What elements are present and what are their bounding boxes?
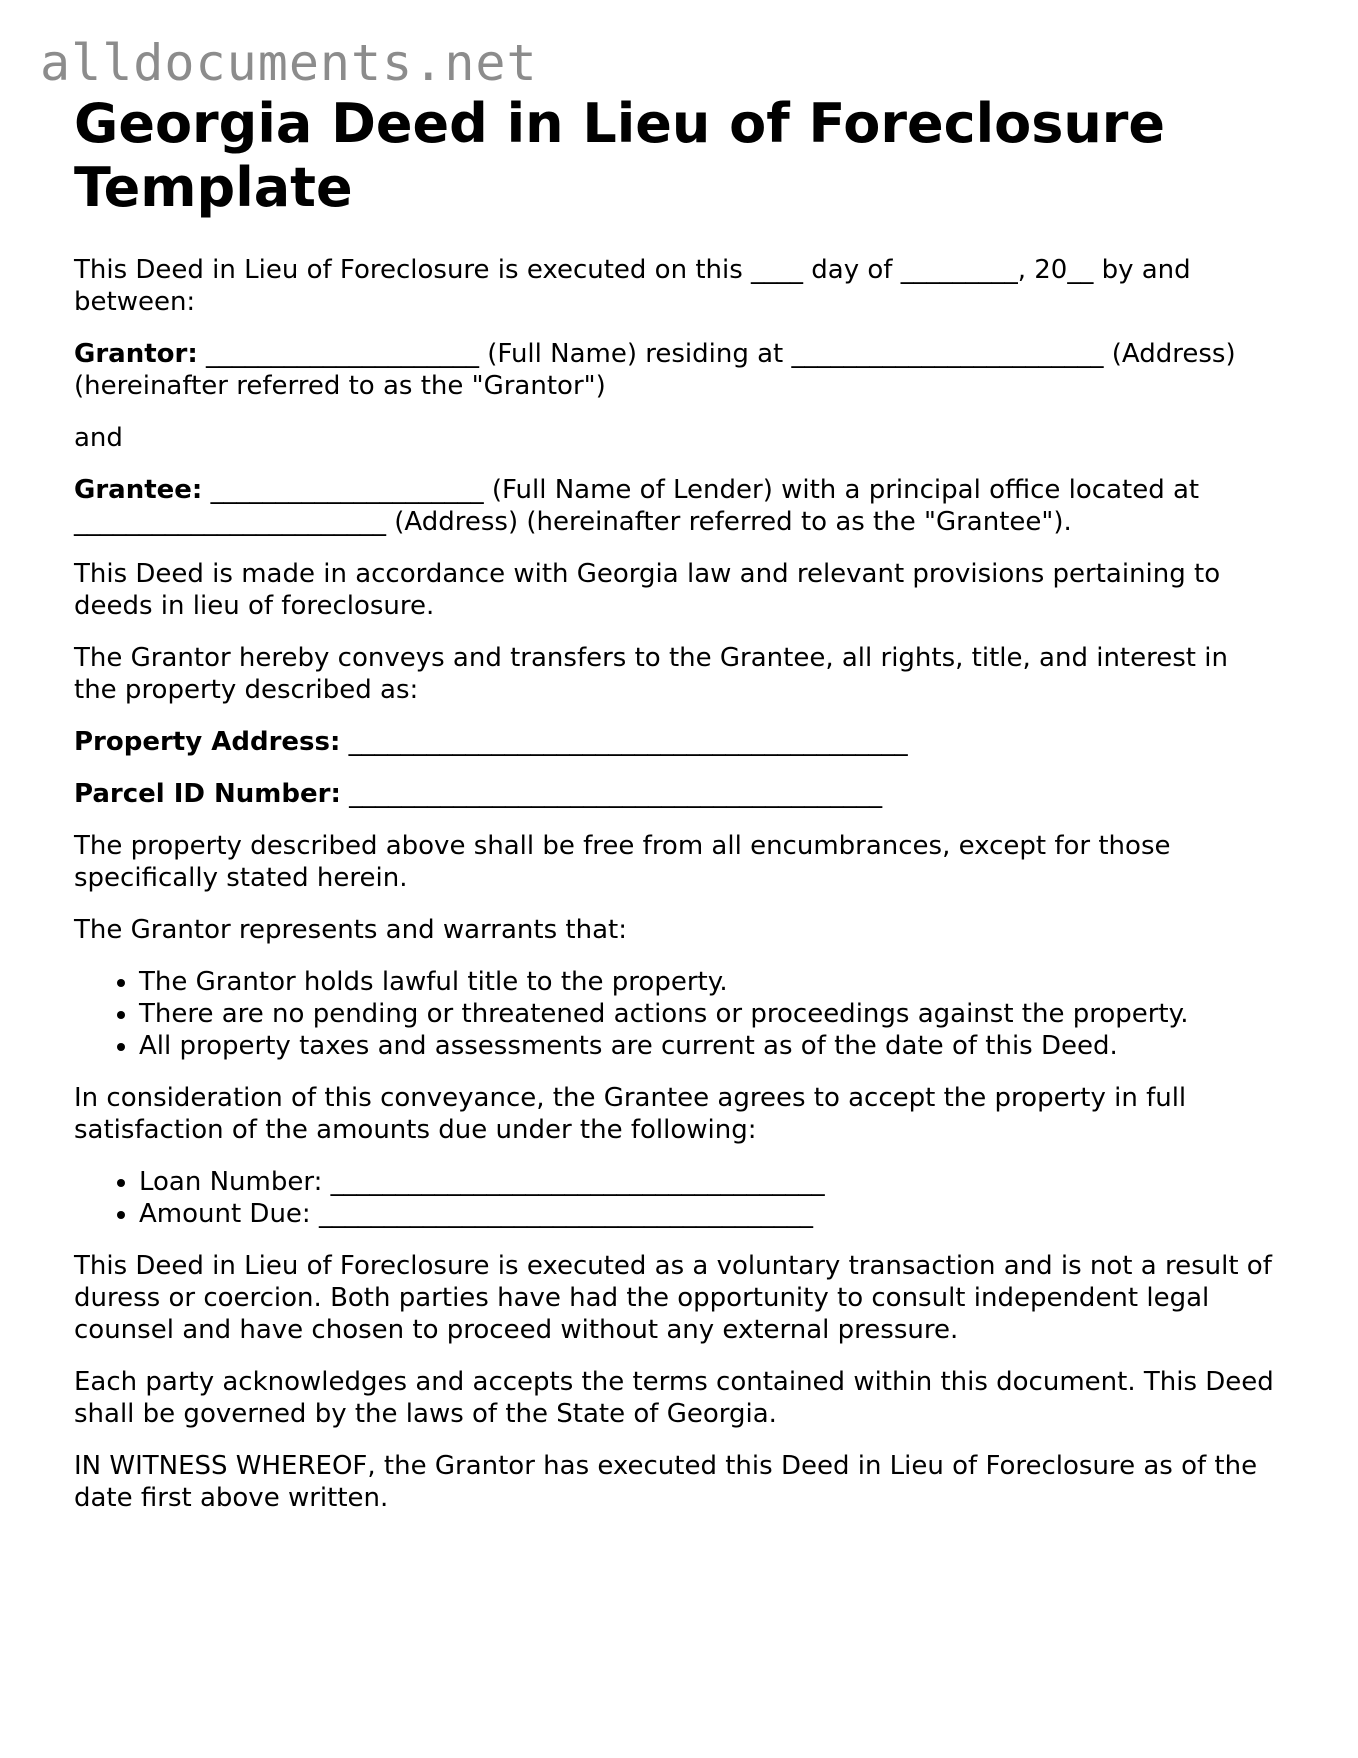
amount-due-item: • Amount Due: ______________________________________ (139, 1198, 1274, 1230)
list-item: • There are no pending or threatened actions or proceedings against the property. (139, 998, 1274, 1030)
list-item: • All property taxes and assessments are current as of the date of this Deed. (139, 1030, 1274, 1062)
grantee-paragraph (74, 474, 1274, 538)
loan-number-item: • Loan Number: ______________________________________ (139, 1166, 1274, 1198)
witness-paragraph: IN WITNESS WHEREOF, the Grantor has executed this Deed in Lieu of Foreclosure as of the date first above written. (74, 1451, 1258, 1513)
property-address-blank: ___________________________________________ (340, 727, 908, 757)
warranty-intro: The Grantor represents and warrants that: (74, 915, 627, 945)
list-item: • The Grantor holds lawful title to the property. (139, 966, 1274, 998)
and-text: and (74, 423, 123, 453)
parcel-id-label: Parcel ID Number: (74, 779, 341, 809)
property-address-line (74, 726, 1274, 758)
parcel-id-line (74, 778, 1274, 810)
parcel-id-blank: _________________________________________ (340, 779, 883, 809)
grantor-label: Grantor: (74, 339, 198, 369)
grantee-text: _____________________ (Full Name of Lender) with a principal office located at ________________________ (Address) (hereinafter referred to as the "Grantee"). (74, 475, 1200, 537)
law-statement-paragraph: This Deed is made in accordance with Georgia law and relevant provisions pertaining to deeds in lieu of foreclosure. (74, 559, 1221, 621)
grantee-label: Grantee: (74, 475, 203, 505)
acknowledge-paragraph: Each party acknowledges and accepts the terms contained within this document. This Deed shall be governed by the laws of the State of Georgia. (74, 1367, 1274, 1429)
voluntary-paragraph: This Deed in Lieu of Foreclosure is executed as a voluntary transaction and is not a result of duress or coercion. Both parties have had the opportunity to consult independent legal counsel and have chosen to proceed without any external pressure. (74, 1251, 1272, 1345)
watermark-logo: alldocuments.net (40, 34, 538, 92)
encumbrances-paragraph: The property described above shall be free from all encumbrances, except for those specifically stated herein. (74, 831, 1171, 893)
grantor-text: _____________________ (Full Name) residing at ________________________ (Address) (hereinafter referred to as the "Grantor") (74, 339, 1236, 401)
document-page (74, 92, 1274, 1514)
consideration-paragraph: In consideration of this conveyance, the Grantee agrees to accept the property in full satisfaction of the amounts due under the following: (74, 1083, 1187, 1145)
intro-paragraph: This Deed in Lieu of Foreclosure is executed on this ____ day of _________, 20__ by and between: (74, 255, 1191, 317)
loan-list (74, 1166, 1274, 1230)
document-title: Georgia Deed in Lieu of Foreclosure Template (74, 92, 1166, 219)
property-address-label: Property Address: (74, 727, 341, 757)
grantor-paragraph (74, 338, 1274, 402)
warranty-list (74, 966, 1274, 1062)
conveyance-paragraph: The Grantor hereby conveys and transfers to the Grantee, all rights, title, and interest in the property described as: (74, 643, 1228, 705)
